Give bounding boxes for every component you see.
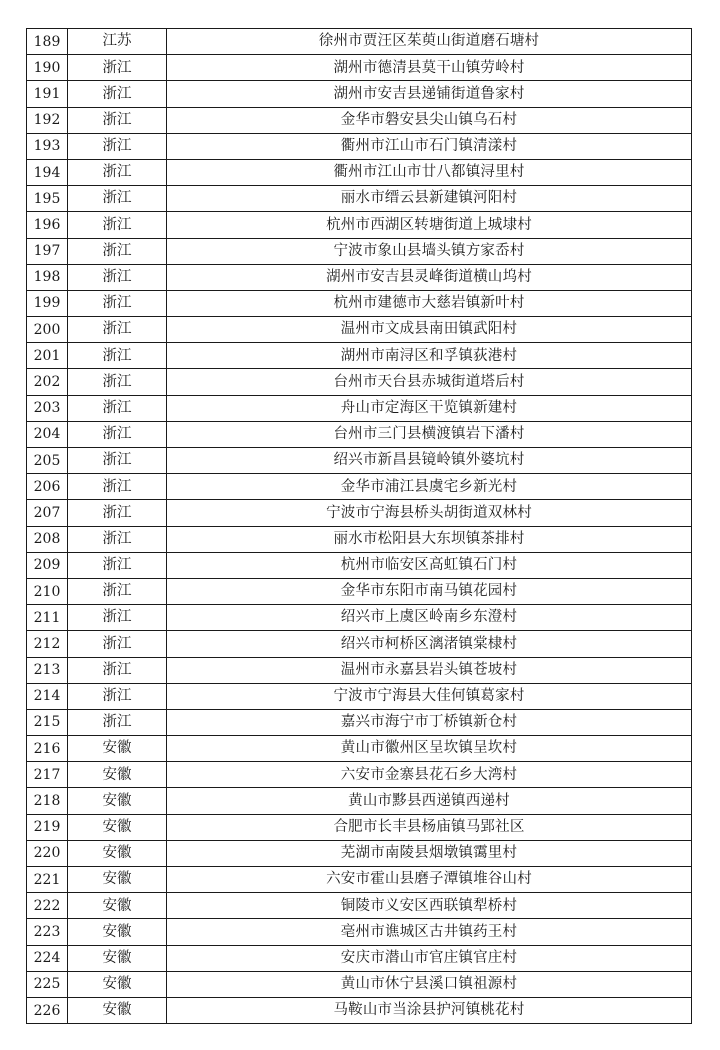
village-name-cell: 温州市文成县南田镇武阳村: [167, 317, 692, 343]
table-row: [27, 369, 692, 395]
province-cell: 安徽: [68, 762, 167, 788]
village-name-cell: 绍兴市上虞区岭南乡东澄村: [167, 605, 692, 631]
province-cell: 浙江: [68, 264, 167, 290]
table-row: [27, 500, 692, 526]
province-cell: 浙江: [68, 500, 167, 526]
table-row: [27, 919, 692, 945]
village-name-cell: 绍兴市柯桥区漓渚镇棠棣村: [167, 631, 692, 657]
table-row: [27, 867, 692, 893]
village-name-cell: 合肥市长丰县杨庙镇马郢社区: [167, 814, 692, 840]
village-name-cell: 杭州市临安区高虹镇石门村: [167, 552, 692, 578]
village-name-cell: 金华市磐安县尖山镇乌石村: [167, 107, 692, 133]
village-list-table: [26, 28, 692, 1024]
table-row: [27, 317, 692, 343]
province-cell: 安徽: [68, 945, 167, 971]
table-row: [27, 448, 692, 474]
province-cell: 安徽: [68, 867, 167, 893]
row-number-cell: 195: [27, 186, 68, 212]
province-cell: 安徽: [68, 971, 167, 997]
village-name-cell: 铜陵市义安区西联镇犁桥村: [167, 893, 692, 919]
table-row: [27, 709, 692, 735]
village-name-cell: 芜湖市南陵县烟墩镇霭里村: [167, 840, 692, 866]
province-cell: 安徽: [68, 893, 167, 919]
province-cell: 浙江: [68, 159, 167, 185]
province-cell: 浙江: [68, 133, 167, 159]
table-row: [27, 605, 692, 631]
village-name-cell: 温州市永嘉县岩头镇苍坡村: [167, 657, 692, 683]
table-row: [27, 631, 692, 657]
row-number-cell: 204: [27, 421, 68, 447]
village-name-cell: 台州市三门县横渡镇岩下潘村: [167, 421, 692, 447]
village-name-cell: 嘉兴市海宁市丁桥镇新仓村: [167, 709, 692, 735]
row-number-cell: 203: [27, 395, 68, 421]
province-cell: 浙江: [68, 683, 167, 709]
province-cell: 浙江: [68, 448, 167, 474]
village-name-cell: 宁波市宁海县大佳何镇葛家村: [167, 683, 692, 709]
province-cell: 浙江: [68, 657, 167, 683]
table-row: [27, 683, 692, 709]
village-name-cell: 湖州市安吉县灵峰街道横山坞村: [167, 264, 692, 290]
row-number-cell: 212: [27, 631, 68, 657]
province-cell: 江苏: [68, 29, 167, 55]
province-cell: 安徽: [68, 736, 167, 762]
row-number-cell: 215: [27, 709, 68, 735]
row-number-cell: 210: [27, 578, 68, 604]
row-number-cell: 223: [27, 919, 68, 945]
village-name-cell: 亳州市谯城区古井镇药王村: [167, 919, 692, 945]
table-row: [27, 264, 692, 290]
province-cell: 安徽: [68, 919, 167, 945]
table-row: [27, 55, 692, 81]
table-row: [27, 578, 692, 604]
province-cell: 浙江: [68, 55, 167, 81]
row-number-cell: 206: [27, 474, 68, 500]
table-row: [27, 788, 692, 814]
village-name-cell: 丽水市缙云县新建镇河阳村: [167, 186, 692, 212]
row-number-cell: 191: [27, 81, 68, 107]
province-cell: 浙江: [68, 395, 167, 421]
village-name-cell: 绍兴市新昌县镜岭镇外婆坑村: [167, 448, 692, 474]
province-cell: 浙江: [68, 238, 167, 264]
village-name-cell: 湖州市德清县莫干山镇劳岭村: [167, 55, 692, 81]
table-row: [27, 159, 692, 185]
village-name-cell: 六安市金寨县花石乡大湾村: [167, 762, 692, 788]
table-row: [27, 814, 692, 840]
table-body: [27, 29, 692, 1024]
province-cell: 浙江: [68, 631, 167, 657]
table-row: [27, 971, 692, 997]
village-name-cell: 湖州市安吉县递铺街道鲁家村: [167, 81, 692, 107]
row-number-cell: 199: [27, 290, 68, 316]
province-cell: 浙江: [68, 186, 167, 212]
province-cell: 浙江: [68, 474, 167, 500]
row-number-cell: 189: [27, 29, 68, 55]
table-row: [27, 107, 692, 133]
province-cell: 浙江: [68, 81, 167, 107]
province-cell: 安徽: [68, 788, 167, 814]
row-number-cell: 213: [27, 657, 68, 683]
province-cell: 安徽: [68, 814, 167, 840]
table-row: [27, 212, 692, 238]
table-row: [27, 657, 692, 683]
province-cell: 浙江: [68, 709, 167, 735]
village-name-cell: 黄山市休宁县溪口镇祖源村: [167, 971, 692, 997]
village-name-cell: 衢州市江山市石门镇清漾村: [167, 133, 692, 159]
table-row: [27, 736, 692, 762]
table-row: [27, 997, 692, 1023]
province-cell: 浙江: [68, 107, 167, 133]
row-number-cell: 196: [27, 212, 68, 238]
row-number-cell: 202: [27, 369, 68, 395]
village-name-cell: 马鞍山市当涂县护河镇桃花村: [167, 997, 692, 1023]
table-row: [27, 421, 692, 447]
table-row: [27, 343, 692, 369]
row-number-cell: 192: [27, 107, 68, 133]
village-name-cell: 丽水市松阳县大东坝镇茶排村: [167, 526, 692, 552]
village-name-cell: 宁波市宁海县桥头胡街道双林村: [167, 500, 692, 526]
row-number-cell: 219: [27, 814, 68, 840]
province-cell: 浙江: [68, 552, 167, 578]
row-number-cell: 205: [27, 448, 68, 474]
village-name-cell: 杭州市西湖区转塘街道上城埭村: [167, 212, 692, 238]
row-number-cell: 217: [27, 762, 68, 788]
table-row: [27, 474, 692, 500]
row-number-cell: 220: [27, 840, 68, 866]
table-row: [27, 893, 692, 919]
village-name-cell: 六安市霍山县磨子潭镇堆谷山村: [167, 867, 692, 893]
row-number-cell: 225: [27, 971, 68, 997]
table-row: [27, 238, 692, 264]
table-row: [27, 526, 692, 552]
row-number-cell: 211: [27, 605, 68, 631]
row-number-cell: 221: [27, 867, 68, 893]
province-cell: 安徽: [68, 997, 167, 1023]
table-row: [27, 552, 692, 578]
row-number-cell: 218: [27, 788, 68, 814]
row-number-cell: 222: [27, 893, 68, 919]
row-number-cell: 216: [27, 736, 68, 762]
row-number-cell: 208: [27, 526, 68, 552]
row-number-cell: 190: [27, 55, 68, 81]
row-number-cell: 200: [27, 317, 68, 343]
village-name-cell: 安庆市潜山市官庄镇官庄村: [167, 945, 692, 971]
province-cell: 浙江: [68, 343, 167, 369]
table-row: [27, 133, 692, 159]
row-number-cell: 194: [27, 159, 68, 185]
village-name-cell: 金华市浦江县虞宅乡新光村: [167, 474, 692, 500]
province-cell: 浙江: [68, 421, 167, 447]
row-number-cell: 226: [27, 997, 68, 1023]
village-name-cell: 舟山市定海区干览镇新建村: [167, 395, 692, 421]
province-cell: 浙江: [68, 290, 167, 316]
row-number-cell: 224: [27, 945, 68, 971]
table-row: [27, 395, 692, 421]
village-list-table-container: [26, 28, 692, 1024]
province-cell: 浙江: [68, 578, 167, 604]
row-number-cell: 201: [27, 343, 68, 369]
province-cell: 浙江: [68, 605, 167, 631]
village-name-cell: 黄山市黟县西递镇西递村: [167, 788, 692, 814]
village-name-cell: 湖州市南浔区和孚镇荻港村: [167, 343, 692, 369]
table-row: [27, 29, 692, 55]
table-row: [27, 762, 692, 788]
row-number-cell: 198: [27, 264, 68, 290]
village-name-cell: 宁波市象山县墙头镇方家岙村: [167, 238, 692, 264]
row-number-cell: 193: [27, 133, 68, 159]
province-cell: 浙江: [68, 526, 167, 552]
village-name-cell: 金华市东阳市南马镇花园村: [167, 578, 692, 604]
table-row: [27, 290, 692, 316]
village-name-cell: 徐州市贾汪区茱萸山街道磨石塘村: [167, 29, 692, 55]
village-name-cell: 黄山市徽州区呈坎镇呈坎村: [167, 736, 692, 762]
province-cell: 浙江: [68, 212, 167, 238]
row-number-cell: 207: [27, 500, 68, 526]
row-number-cell: 209: [27, 552, 68, 578]
province-cell: 浙江: [68, 369, 167, 395]
row-number-cell: 197: [27, 238, 68, 264]
village-name-cell: 衢州市江山市廿八都镇浔里村: [167, 159, 692, 185]
village-name-cell: 杭州市建德市大慈岩镇新叶村: [167, 290, 692, 316]
table-row: [27, 186, 692, 212]
table-row: [27, 81, 692, 107]
province-cell: 安徽: [68, 840, 167, 866]
table-row: [27, 945, 692, 971]
province-cell: 浙江: [68, 317, 167, 343]
village-name-cell: 台州市天台县赤城街道塔后村: [167, 369, 692, 395]
row-number-cell: 214: [27, 683, 68, 709]
table-row: [27, 840, 692, 866]
